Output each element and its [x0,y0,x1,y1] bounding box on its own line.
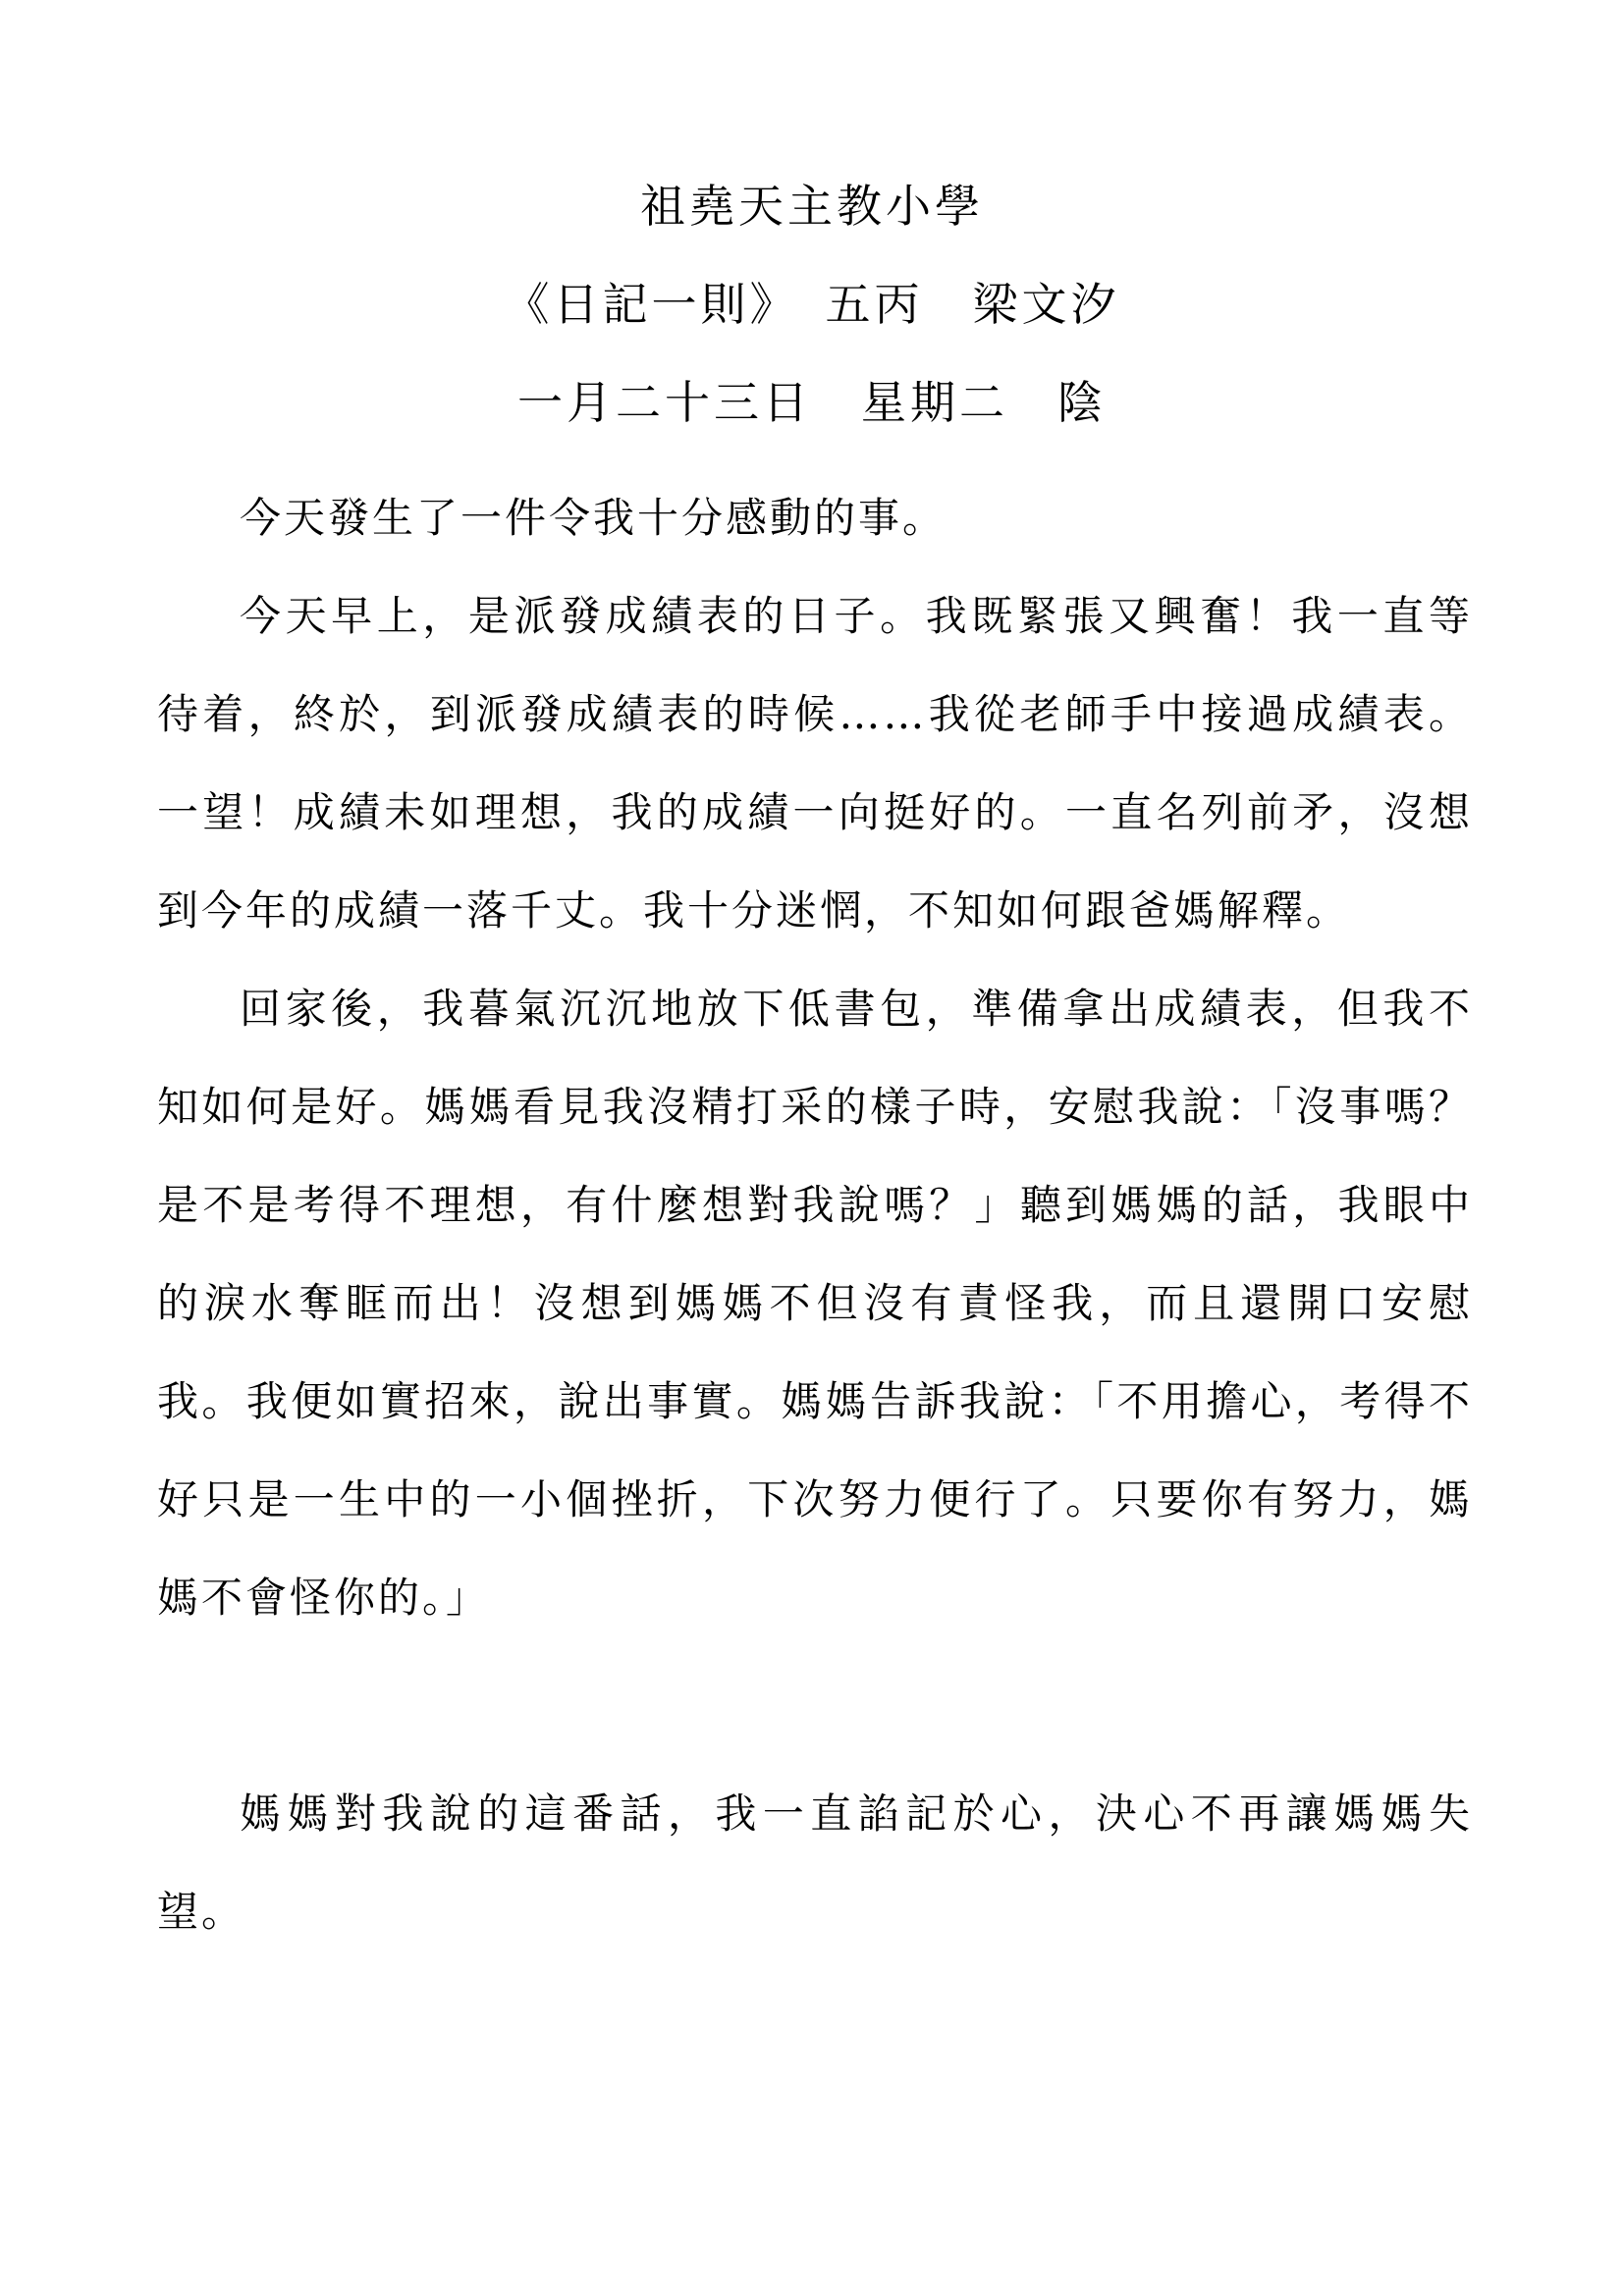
paragraph-4: 媽媽對我說的這番話，我一直諂記於心，決心不再讓媽媽失望。 [157,1789,1473,1936]
diary-date-line: 一月二十三日 星期二 陰 [517,376,1107,429]
paragraph-3: 回家後，我暮氣沉沉地放下低書包，準備拿出成績表，但我不知如何是好。媽媽看見我沒精打采的樣子時，安慰我說：「沒事嗎？是不是考得不理想，有什麼想對我說嗎？」聽到媽媽的話，我眼中的淚水奪眶而出！沒想到媽媽不但沒有責怪我，而且還開口安慰我。我便如實招來，說出事實。媽媽告訴我說：「不用擔心，考得不好只是一生中的一小個挫折，下次努力便行了。只要你有努力，媽媽不會怪你的。」 [157,985,1473,1622]
diary-body [157,469,1473,1961]
paragraph-1: 今天發生了一件令我十分感動的事。 [240,494,947,542]
paragraph-2: 今天早上，是派發成績表的日子。我既緊張又興奮！我一直等待着，終於，到派發成績表的時候……我從老師手中接過成績表。一望！成績未如理想，我的成績一向挺好的。一直名列前矛，沒想到今年的成績一落千丈。我十分迷惘，不知如何跟爸媽解釋。 [157,592,1473,934]
school-name: 祖堯天主教小學 [640,180,984,233]
diary-title-line: 《日記一則》 五丙 梁文汐 [504,278,1120,331]
